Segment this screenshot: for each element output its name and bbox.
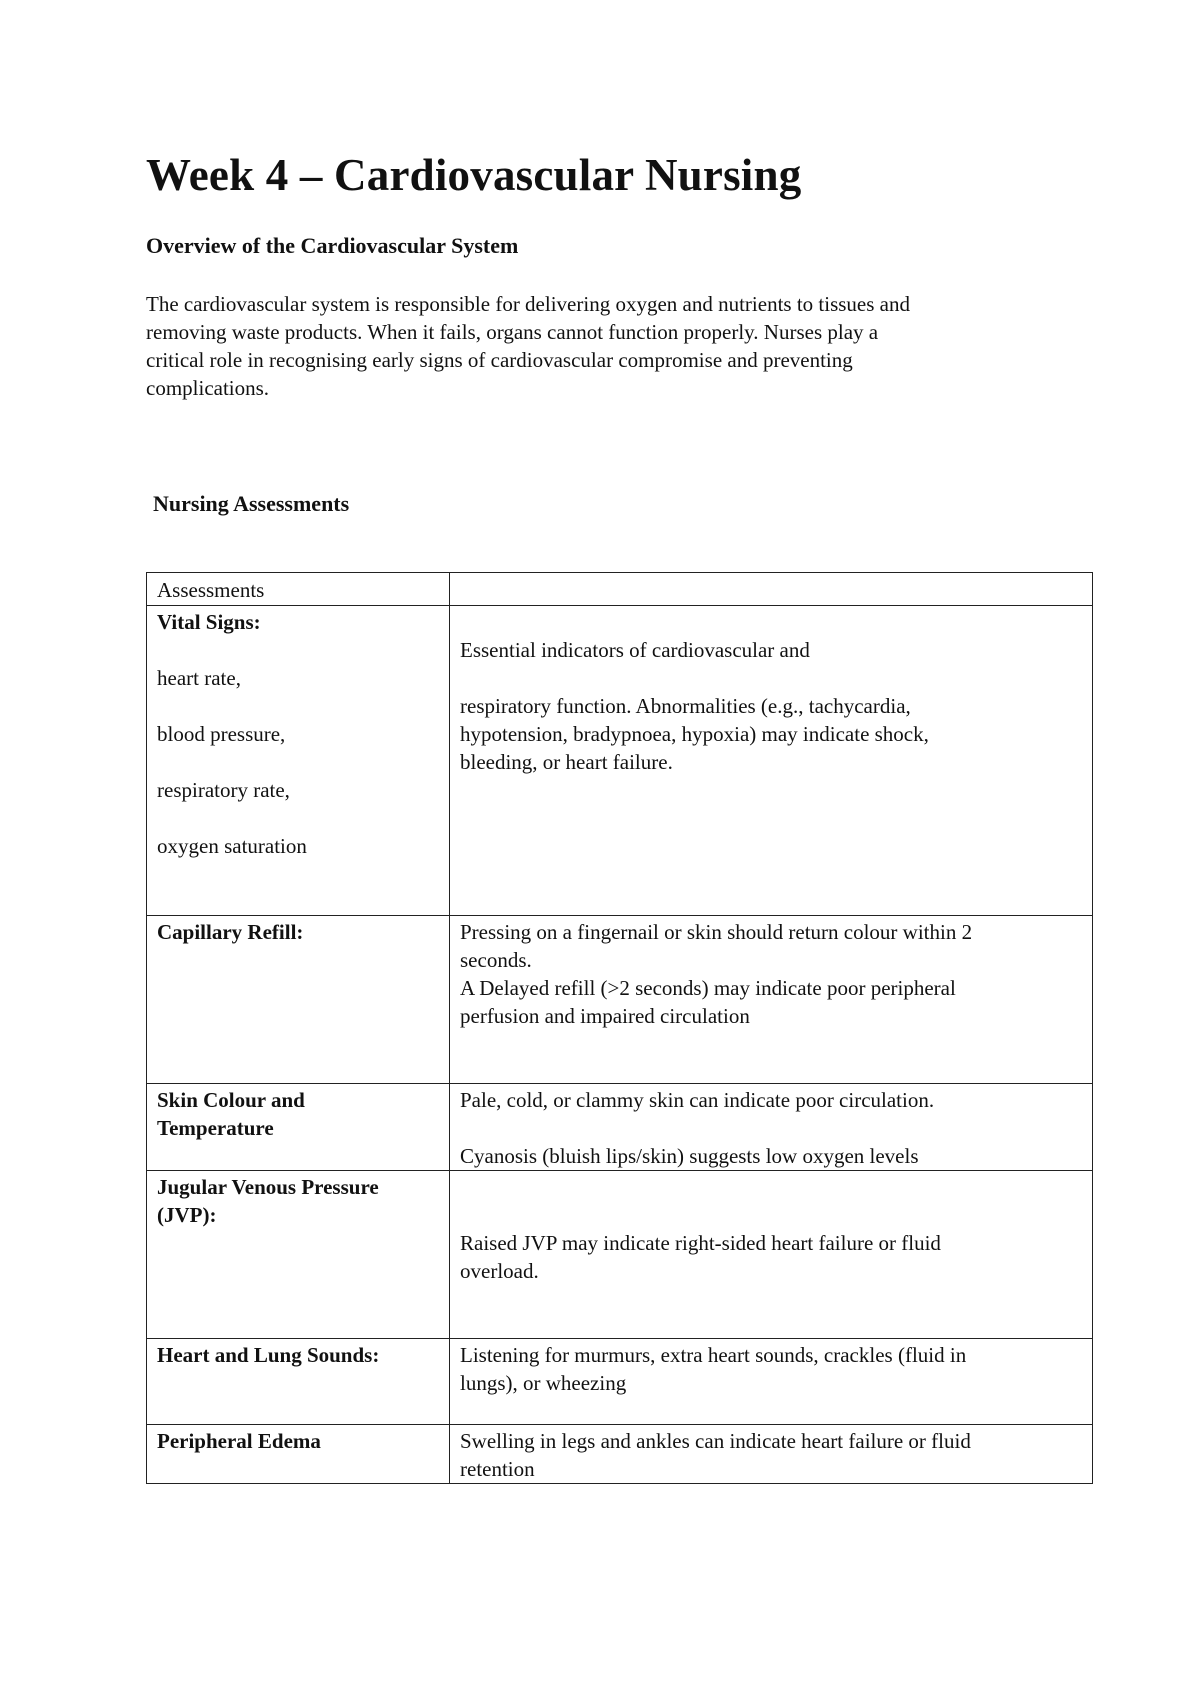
overview-line: critical role in recognising early signs of cardiovascular compromise and preventing [146,348,853,372]
row-description-cell [450,1084,1093,1171]
table-row [147,1084,1093,1171]
table-row [147,1339,1093,1425]
row-description-line: A Delayed refill (>2 seconds) may indicate poor peripheral [460,976,956,1000]
row-sublabel: heart rate, [157,666,241,690]
row-label: Temperature [157,1116,274,1140]
row-label-cell [147,1084,450,1171]
row-label: Skin Colour and [157,1088,305,1112]
row-description-cell [450,1171,1093,1339]
row-description-cell [450,916,1093,1084]
overview-line: complications. [146,376,270,400]
spacer [460,664,1082,692]
row-description-line: Raised JVP may indicate right-sided heart failure or fluid [460,1231,941,1255]
row-label: (JVP): [157,1203,217,1227]
page-title: Week 4 – Cardiovascular Nursing [146,150,802,200]
row-description-line: seconds. [460,948,532,972]
spacer [157,748,439,776]
row-label-cell [147,606,450,916]
spacer [157,636,439,664]
row-description-cell [450,1339,1093,1425]
overview-heading: Overview of the Cardiovascular System [146,233,519,258]
row-description-line: Essential indicators of cardiovascular and [460,638,810,662]
row-label-cell [147,1171,450,1339]
spacer [460,1114,1082,1142]
spacer [460,1201,1082,1229]
row-label: Jugular Venous Pressure [157,1175,379,1199]
table-header-cell [450,573,1093,606]
row-label-cell [147,1339,450,1425]
row-label: Heart and Lung Sounds: [157,1343,380,1367]
row-description-line: Listening for murmurs, extra heart sounds, crackles (fluid in [460,1343,967,1367]
table-row [147,916,1093,1084]
row-description-cell [450,1425,1093,1484]
row-description-line: respiratory function. Abnormalities (e.g., tachycardia, [460,694,911,718]
row-description-line: Pale, cold, or clammy skin can indicate poor circulation. [460,1088,935,1112]
spacer [460,1173,1082,1201]
row-sublabel: blood pressure, [157,722,286,746]
row-label-cell [147,1425,450,1484]
row-description-cell [450,606,1093,916]
row-sublabel: respiratory rate, [157,778,290,802]
overview-line: The cardiovascular system is responsible for delivering oxygen and nutrients to tissues and [146,292,910,316]
spacer [157,804,439,832]
table-row [147,606,1093,916]
table-header-row [147,573,1093,606]
table-row [147,1425,1093,1484]
spacer [157,692,439,720]
assessments-heading: Nursing Assessments [153,491,350,516]
row-description-line: overload. [460,1259,539,1283]
row-description-line: lungs), or wheezing [460,1371,627,1395]
table-row [147,1171,1093,1339]
row-label-cell [147,916,450,1084]
table-header-cell: Assessments [147,573,450,606]
spacer [460,608,1082,636]
overview-paragraph [146,290,1046,402]
row-description-line: perfusion and impaired circulation [460,1004,750,1028]
row-label: Peripheral Edema [157,1429,321,1453]
row-label: Vital Signs: [157,610,261,634]
row-description-line: hypotension, bradypnoea, hypoxia) may indicate shock, [460,722,929,746]
row-label: Capillary Refill: [157,920,304,944]
row-description-line: retention [460,1457,535,1481]
row-description-line: Cyanosis (bluish lips/skin) suggests low oxygen levels [460,1144,919,1168]
overview-line: removing waste products. When it fails, organs cannot function properly. Nurses play a [146,320,879,344]
assessments-table [146,572,1093,1484]
row-description-line: bleeding, or heart failure. [460,750,673,774]
row-description-line: Swelling in legs and ankles can indicate heart failure or fluid [460,1429,971,1453]
row-description-line: Pressing on a fingernail or skin should return colour within 2 [460,920,973,944]
row-sublabel: oxygen saturation [157,834,307,858]
